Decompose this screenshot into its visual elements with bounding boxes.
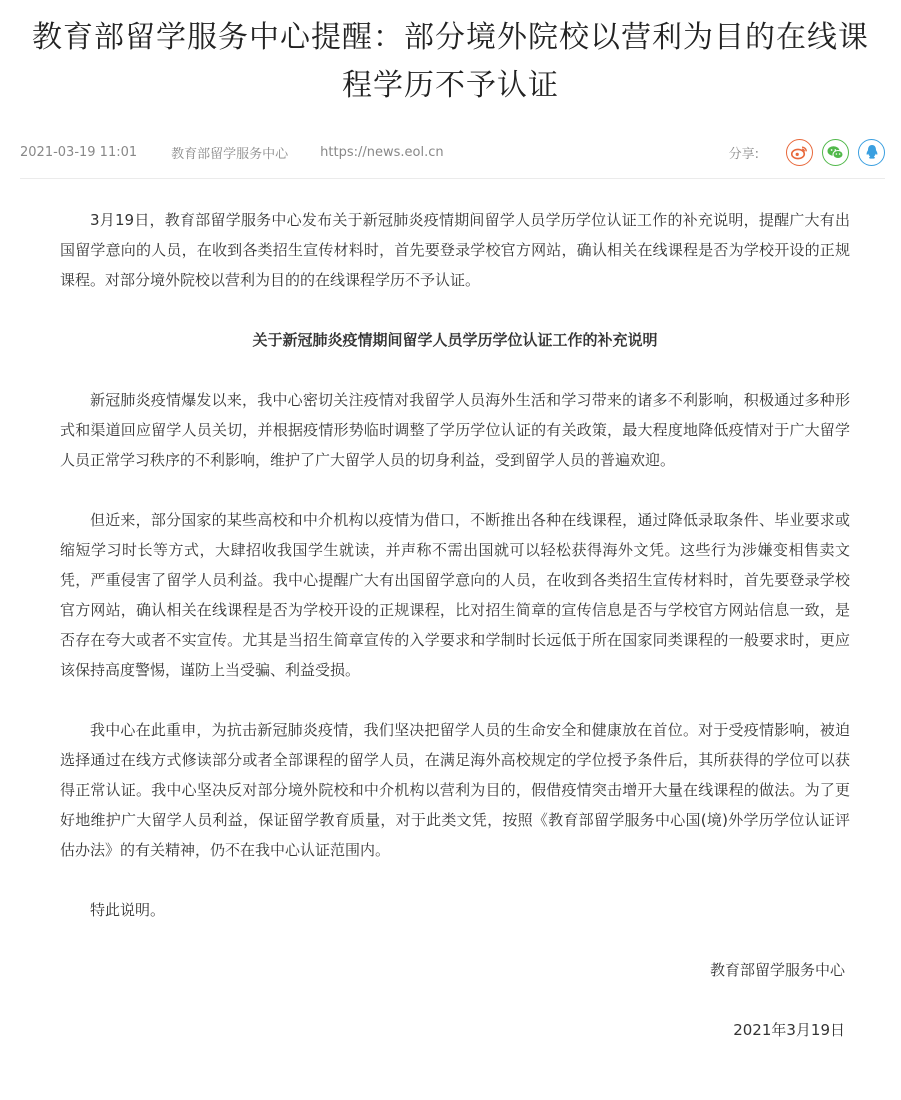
wechat-icon[interactable] — [822, 139, 849, 166]
closing-text: 特此说明。 — [90, 901, 166, 919]
weibo-icon[interactable] — [786, 139, 813, 166]
divider — [20, 178, 885, 179]
signature: 教育部留学服务中心 — [709, 961, 845, 979]
article-meta — [20, 138, 885, 166]
page-title: 教育部留学服务中心提醒：部分境外院校以营利为目的在线课程学历不予认证 — [32, 20, 869, 103]
qq-icon[interactable] — [858, 139, 885, 166]
body-paragraph-1: 新冠肺炎疫情爆发以来，我中心密切关注疫情对我留学人员海外生活和学习带来的诸多不利影响，积极通过多种形式和渠道回应留学人员关切，并根据疫情形势临时调整了学历学位认证的有关政策，最大程度地降低疫情对于广大留学人员正常学习秩序的不利影响，维护了广大留学人员的切身利益，受到留学人员的普遍欢迎。 — [60, 391, 850, 469]
section-subtitle: 关于新冠肺炎疫情期间留学人员学历学位认证工作的补充说明 — [252, 331, 658, 349]
sign-date: 2021年3月19日 — [733, 1021, 845, 1039]
publish-date: 2021-03-19 11:01 — [20, 144, 138, 160]
source-link[interactable]: https://news.eol.cn — [320, 144, 444, 160]
article-body — [60, 205, 850, 1045]
body-paragraph-2: 但近来，部分国家的某些高校和中介机构以疫情为借口，不断推出各种在线课程，通过降低录取条件、毕业要求或缩短学习时长等方式，大肆招收我国学生就读，并声称不需出国就可以轻松获得海外文凭。这些行为涉嫌变相售卖文凭，严重侵害了留学人员利益。我中心提醒广大有出国留学意向的人员，在收到各类招生宣传材料时，首先要登录学校官方网站，确认相关在线课程是否为学校开设的正规课程，比对招生简章的宣传信息是否与学校官方网站信息一致，是否存在夸大或者不实宣传。尤其是当招生简章宣传的入学要求和学制时长远低于所在国家同类课程的一般要求时，更应该保持高度警惕，谨防上当受骗、利益受损。 — [60, 511, 850, 679]
intro-paragraph: 3月19日，教育部留学服务中心发布关于新冠肺炎疫情期间留学人员学历学位认证工作的补充说明，提醒广大有出国留学意向的人员，在收到各类招生宣传材料时，首先要登录学校官方网站，确认相关在线课程是否为学校开设的正规课程。对部分境外院校以营利为目的的在线课程学历不予认证。 — [60, 211, 850, 289]
article-source: 教育部留学服务中心 — [171, 146, 289, 162]
body-paragraph-3: 我中心在此重申，为抗击新冠肺炎疫情，我们坚决把留学人员的生命安全和健康放在首位。对于受疫情影响，被迫选择通过在线方式修读部分或者全部课程的留学人员，在满足海外高校规定的学位授予条件后，其所获得的学位可以获得正常认证。我中心坚决反对部分境外院校和中介机构以营利为目的，假借疫情突击增开大量在线课程的做法。为了更好地维护广大留学人员利益，保证留学教育质量，对于此类文凭，按照《教育部留学服务中心国(境)外学历学位认证评估办法》的有关精神，仍不在我中心认证范围内。 — [60, 721, 850, 859]
share-label: 分享: — [728, 146, 759, 162]
